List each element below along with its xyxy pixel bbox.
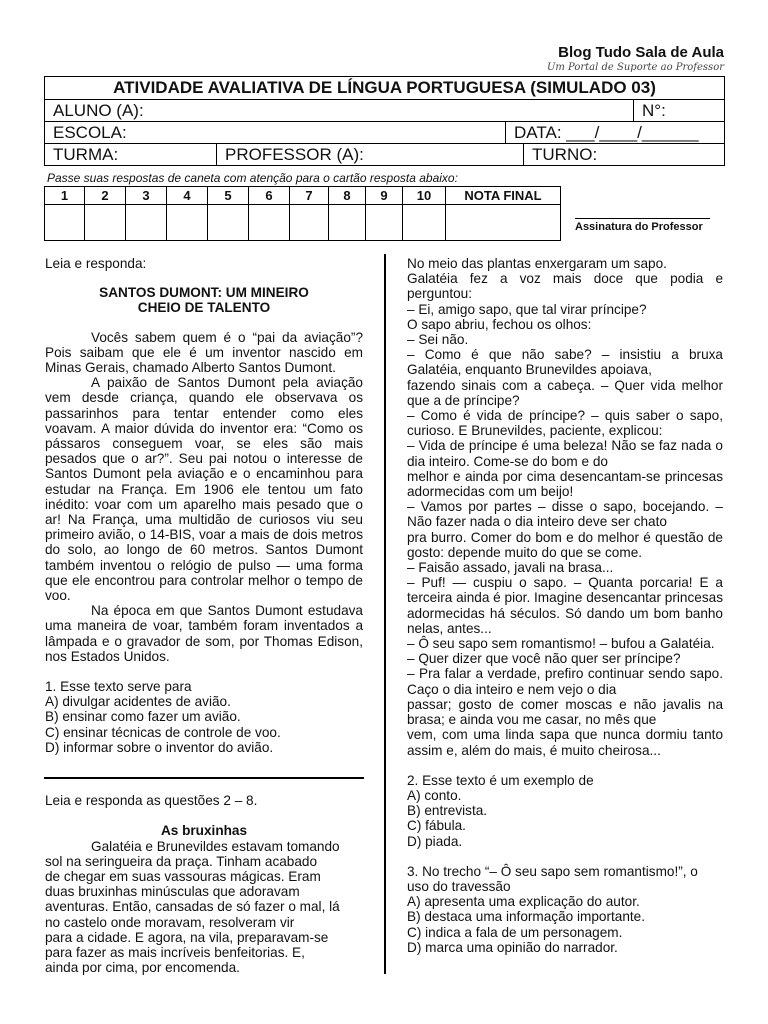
story-line: Galatéia e Brunevildes estavam tomando	[91, 838, 340, 854]
numero-field[interactable]: N°:	[633, 100, 724, 121]
answer-box[interactable]	[403, 205, 446, 241]
left-column	[45, 256, 363, 975]
turma-field[interactable]: TURMA:	[53, 144, 119, 164]
story-line: ainda por cima, por encomenda.	[45, 960, 240, 976]
q1-option-c[interactable]: C) ensinar técnicas de controle de voo.	[45, 724, 281, 740]
answer-col-6: 6	[249, 187, 290, 205]
story-line: – Como é vida de príncipe? – quis saber o sapo, curioso. E Brunevildes, paciente, explicou:	[407, 408, 723, 439]
story-line: passar; gosto de comer moscas e não javalis na brasa; e ainda vou me casar, no mês que	[407, 696, 723, 728]
story-line: aventuras. Então, cansadas de só fazer o mal, lá	[45, 899, 340, 915]
story-line: – Vida de príncipe é uma beleza! Não se faz nada o dia inteiro. Come-se do bom e do	[407, 438, 723, 469]
answer-box[interactable]	[208, 205, 249, 241]
nota-final-header: NOTA FINAL	[446, 187, 561, 205]
reading-intro-2: Leia e responda as questões 2 – 8.	[45, 793, 258, 809]
q2-option-c[interactable]: C) fábula.	[407, 818, 466, 834]
q1-option-b[interactable]: B) ensinar como fazer um avião.	[45, 709, 241, 725]
answer-col-2: 2	[85, 187, 126, 205]
data-field[interactable]: DATA: ___/____/______	[505, 122, 724, 143]
text-title-line2: CHEIO DE TALENTO	[137, 300, 271, 316]
q3-option-c[interactable]: C) indica a fala de um personagem.	[407, 924, 623, 940]
answer-instructions: Passe suas respostas de caneta com atenção para o cartão resposta abaixo:	[47, 171, 458, 185]
story-line: – Pra falar a verdade, prefiro continuar sendo sapo. Caço o dia inteiro e nem vejo o dia	[407, 666, 723, 697]
blog-subtitle: Um Portal de Suporte ao Professor	[546, 62, 724, 73]
answer-col-8: 8	[329, 187, 366, 205]
answer-box[interactable]	[45, 205, 85, 241]
story-line: – Vamos por partes – disse o sapo, bocejando. – Não fazer nada o dia inteiro deve ser chato	[407, 499, 723, 530]
escola-field[interactable]: ESCOLA:	[53, 122, 127, 142]
answer-col-9: 9	[366, 187, 403, 205]
answer-box[interactable]	[167, 205, 208, 241]
blog-brand	[547, 44, 724, 73]
story-line: sol na seringueira da praça. Tinham acabado	[45, 853, 318, 869]
story-line: melhor e ainda por cima desencantam-se princesas adormecidas com um beijo!	[407, 468, 723, 500]
student-header	[44, 76, 725, 166]
story-line: pra burro. Comer do bom e do melhor é questão de gosto: depende muito do que se come.	[407, 529, 723, 560]
story-line: No meio das plantas enxergaram um sapo.	[407, 256, 667, 271]
question-2: 2. Esse texto é um exemplo de	[407, 772, 594, 788]
answer-box[interactable]	[290, 205, 329, 241]
answer-col-1: 1	[45, 187, 85, 205]
story-line: – Ô seu sapo sem romantismo! – bufou a Galatéia.	[407, 636, 715, 652]
text-title-line1: SANTOS DUMONT: UM MINEIRO	[99, 285, 309, 301]
turno-field[interactable]: TURNO:	[523, 144, 724, 165]
answer-col-10: 10	[403, 187, 446, 205]
paragraph: Vocês sabem quem é o “pai da aviação”? Pois saibam que ele é um inventor nascido em Minas Gerais, chamado Alberto Santos Dumont.	[45, 329, 363, 376]
story-line: – Sei não.	[407, 332, 469, 348]
story-line: Galatéia fez a voz mais doce que podia e perguntou:	[407, 271, 723, 302]
paragraph: A paixão de Santos Dumont pela aviação vem desde criança, quando ele observava os passarinhos para tentar entender como eles voavam. A maior dúvida do inventor era: “Como os pássaros conseguem voar, se eles são mais pesados que o ar?”. Seu pai notou o interesse de Santos Dumont pela aviação e o encaminhou para estudar na França. Em 1906 ele tentou um fato inédito: voar com um aparelho mais pesado que o ar! Na França, uma multidão de curiosos viu seu primeiro avião, o 14-BIS, voar a mais de dois metros do solo, ao longo de 60 metros. Santos Dumont também inventou o relógio de pulso — uma forma que ele encontrou para controlar melhor o tempo de voo.	[45, 375, 363, 604]
answer-box[interactable]	[249, 205, 290, 241]
story-line: duas bruxinhas minúsculas que adoravam	[45, 884, 300, 900]
q3-option-a[interactable]: A) apresenta uma explicação do autor.	[407, 894, 640, 910]
right-column	[407, 256, 723, 955]
question-3: 3. No trecho “– Ô seu sapo sem romantismo!”, o uso do travessão	[407, 863, 698, 894]
paragraph: Na época em que Santos Dumont estudava uma maneira de voar, também foram inventados a lâmpada e o gravador de som, por Thomas Edison, nos Estados Unidos.	[45, 603, 363, 664]
story-line: para fazer as mais incríveis benfeitorias. E,	[45, 944, 305, 960]
answer-box[interactable]	[329, 205, 366, 241]
answer-box[interactable]	[85, 205, 126, 241]
question-1: 1. Esse texto serve para	[45, 679, 192, 695]
q3-option-d[interactable]: D) marca uma opinião do narrador.	[407, 939, 618, 955]
reading-intro: Leia e responda:	[45, 256, 147, 271]
exam-title: ATIVIDADE AVALIATIVA DE LÍNGUA PORTUGUESA (SIMULADO 03)	[113, 78, 656, 97]
story-line: no castelo onde moravam, resolveram vir	[45, 914, 295, 930]
story-line: – Ei, amigo sapo, que tal virar príncipe?	[407, 301, 647, 317]
signature-label: Assinatura do Professor	[575, 221, 703, 233]
q2-option-d[interactable]: D) piada.	[407, 833, 463, 849]
story-line: O sapo abriu, fechou os olhos:	[407, 316, 592, 332]
column-divider	[384, 254, 386, 974]
q2-option-a[interactable]: A) conto.	[407, 787, 462, 803]
q2-option-b[interactable]: B) entrevista.	[407, 803, 488, 819]
answer-box[interactable]	[366, 205, 403, 241]
story-line: – Puf! — cuspiu o sapo. – Quanta porcaria! E a terceira ainda é pior. Imagine desencantar princesas adormecidas há séculos. Só dando um bom banho nelas, antes...	[407, 575, 723, 636]
answer-col-3: 3	[126, 187, 167, 205]
story-line: – Quer dizer que você não quer ser príncipe?	[407, 651, 681, 667]
story-line: para a cidade. E agora, na vila, preparavam-se	[45, 929, 329, 945]
answer-col-7: 7	[290, 187, 329, 205]
aluno-field[interactable]: ALUNO (A):	[53, 100, 144, 120]
story-line: – Como é que não sabe? – insistiu a bruxa Galatéia, enquanto Brunevildes apoiava,	[407, 347, 723, 378]
story-line: vem, com uma linda sapa que nunca dormiu tanto assim e, além do mais, é muito cheirosa...	[407, 727, 723, 758]
q1-option-a[interactable]: A) divulgar acidentes de avião.	[45, 694, 231, 710]
story-title: As bruxinhas	[160, 823, 248, 839]
blog-title: Blog Tudo Sala de Aula	[558, 44, 724, 61]
signature-line[interactable]	[575, 218, 710, 219]
story-line: de chegar em suas vassouras mágicas. Eram	[45, 868, 321, 884]
answer-col-4: 4	[167, 187, 208, 205]
q1-option-d[interactable]: D) informar sobre o inventor do avião.	[45, 739, 274, 755]
answer-card	[44, 186, 561, 241]
answer-col-5: 5	[208, 187, 249, 205]
story-line: fazendo sinais com a cabeça. – Quer vida melhor que a de príncipe?	[407, 377, 723, 408]
professor-field[interactable]: PROFESSOR (A):	[216, 144, 523, 165]
q3-option-b[interactable]: B) destaca uma informação importante.	[407, 909, 646, 925]
nota-final-box[interactable]	[446, 205, 561, 241]
answer-box[interactable]	[126, 205, 167, 241]
story-line: – Faisão assado, javali na brasa...	[407, 560, 614, 576]
